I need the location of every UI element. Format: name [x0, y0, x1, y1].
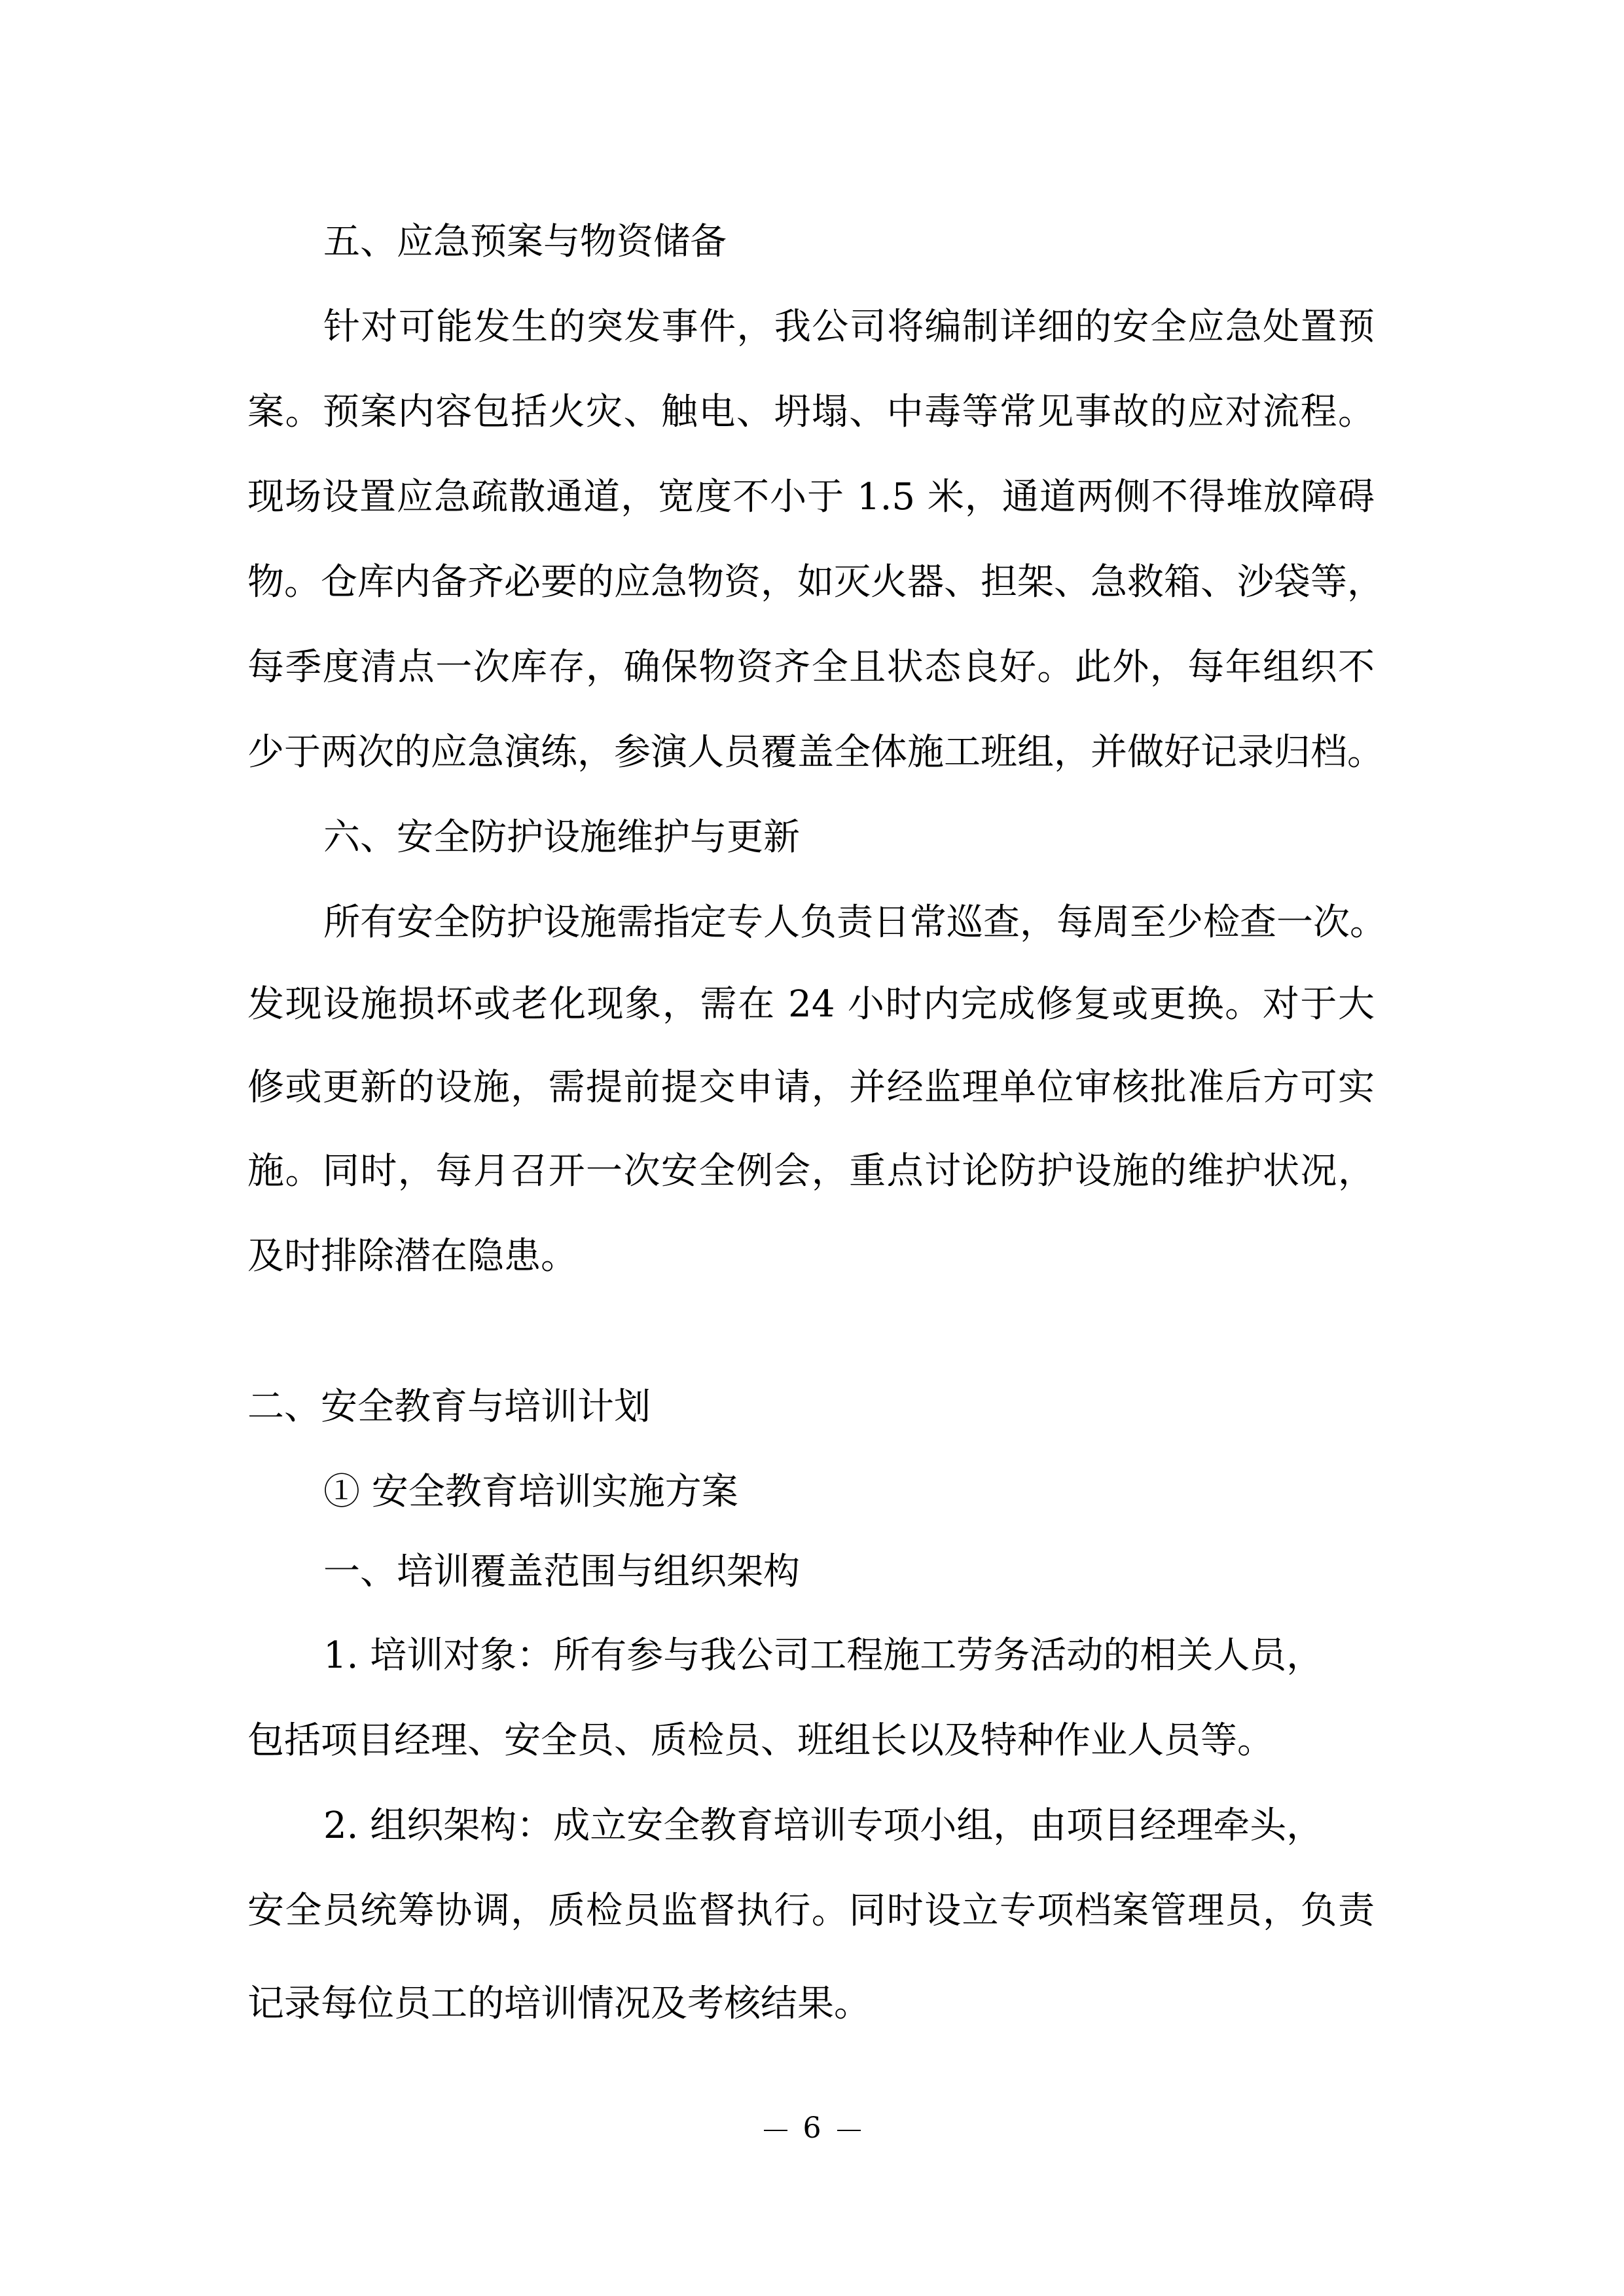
paragraph-line: 及时排除潜在隐患。: [247, 1235, 577, 1278]
paragraph-line: 少于两次的应急演练，参演人员覆盖全体施工班组，并做好记录归档。: [247, 731, 1384, 774]
paragraph-line: 每季度清点一次库存，确保物资齐全且状态良好。此外，每年组织不: [247, 646, 1375, 689]
paragraph-line: 记录每位员工的培训情况及考核结果。: [247, 1982, 871, 2025]
subheading-training-plan: ① 安全教育培训实施方案: [323, 1471, 738, 1513]
section-heading-protection-maintenance: 六、安全防护设施维护与更新: [323, 816, 800, 859]
paragraph-line: 物。仓库内备齐必要的应急物资，如灭火器、担架、急救箱、沙袋等，: [247, 561, 1384, 603]
paragraph-line: 针对可能发生的突发事件，我公司将编制详细的安全应急处置预: [323, 306, 1375, 348]
list-item-organization: 2. 组织架构：成立安全教育培训专项小组，由项目经理牵头，: [323, 1804, 1324, 1847]
paragraph-line: 安全员统筹协调，质检员监督执行。同时设立专项档案管理员，负责: [247, 1890, 1375, 1932]
page-number: [0, 2109, 1624, 2148]
paragraph-line: 现场设置应急疏散通道，宽度不小于 1.5 米，通道两侧不得堆放障碍: [247, 476, 1375, 518]
paragraph-line: 所有安全防护设施需指定专人负责日常巡查，每周至少检查一次。: [323, 901, 1386, 944]
dash-right-icon: [837, 2130, 861, 2131]
list-item-training-target: 1. 培训对象：所有参与我公司工程施工劳务活动的相关人员，: [323, 1634, 1324, 1677]
paragraph-line: 施。同时，每月召开一次安全例会，重点讨论防护设施的维护状况，: [247, 1150, 1375, 1193]
paragraph-line: 修或更新的设施，需提前提交申请，并经监理单位审核批准后方可实: [247, 1066, 1375, 1109]
dash-left-icon: [764, 2130, 787, 2131]
paragraph-line: 案。预案内容包括火灾、触电、坍塌、中毒等常见事故的应对流程。: [247, 391, 1375, 433]
section-heading-emergency-plan: 五、应急预案与物资储备: [323, 221, 727, 263]
chapter-heading-safety-training: 二、安全教育与培训计划: [247, 1386, 651, 1428]
page-number-value: 6: [803, 2111, 821, 2145]
paragraph-line: 包括项目经理、安全员、质检员、班组长以及特种作业人员等。: [247, 1719, 1274, 1762]
paragraph-line: 发现设施损坏或老化现象，需在 24 小时内完成修复或更换。对于大: [247, 983, 1375, 1026]
subsection-heading-scope: 一、培训覆盖范围与组织架构: [323, 1551, 800, 1593]
